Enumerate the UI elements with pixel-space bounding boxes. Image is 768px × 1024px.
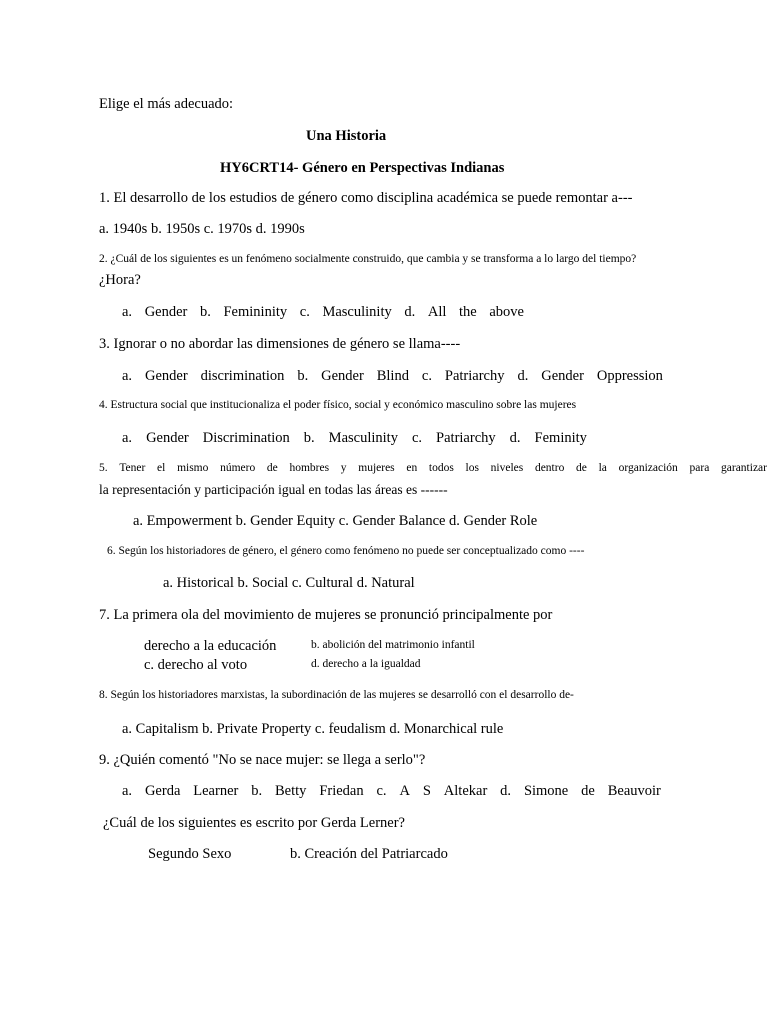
- question-4: 4. Estructura social que institucionaliza el poder físico, social y económico masculino sobre las mujeres: [99, 399, 577, 411]
- question-2-continued: ¿Hora?: [99, 272, 141, 288]
- document-subtitle: HY6CRT14- Género en Perspectivas Indianas: [220, 160, 505, 176]
- question-6: 6. Según los historiadores de género, el género como fenómeno no puede ser conceptualizado como ----: [107, 545, 585, 557]
- question-4-options: a. Gender Discrimination b. Masculinity c. Patriarchy d. Feminity: [122, 430, 587, 446]
- question-3: 3. Ignorar o no abordar las dimensiones de género se llama----: [99, 336, 461, 352]
- question-9-options: a. Gerda Learner b. Betty Friedan c. A S Altekar d. Simone de Beauvoir: [122, 783, 661, 799]
- question-3-options: a. Gender discrimination b. Gender Blind c. Patriarchy d. Gender Oppression: [122, 368, 663, 384]
- question-7: 7. La primera ola del movimiento de mujeres se pronunció principalmente por: [99, 607, 553, 623]
- question-5-continued: la representación y participación igual en todas las áreas es ------: [99, 482, 448, 497]
- instruction-text: Elige el más adecuado:: [99, 96, 234, 112]
- question-2: 2. ¿Cuál de los siguientes es un fenómeno socialmente construido, que cambia y se transforma a lo largo del tiempo?: [99, 253, 637, 265]
- question-10: ¿Cuál de los siguientes es escrito por Gerda Lerner?: [103, 815, 405, 831]
- question-6-options: a. Historical b. Social c. Cultural d. Natural: [163, 575, 415, 591]
- question-7-option-a: derecho a la educación: [144, 638, 277, 654]
- question-10-option-b: b. Creación del Patriarcado: [290, 846, 448, 862]
- question-7-option-d: d. derecho a la igualdad: [311, 658, 421, 670]
- question-7-option-b: b. abolición del matrimonio infantil: [311, 639, 475, 651]
- question-8-options: a. Capitalism b. Private Property c. feudalism d. Monarchical rule: [122, 721, 504, 737]
- question-7-option-c: c. derecho al voto: [144, 657, 248, 673]
- question-5: 5. Tener el mismo número de hombres y mujeres en todos los niveles dentro de la organización para garantizar: [99, 462, 767, 474]
- document-title: Una Historia: [306, 128, 387, 144]
- question-1-options: a. 1940s b. 1950s c. 1970s d. 1990s: [99, 221, 305, 237]
- question-9: 9. ¿Quién comentó "No se nace mujer: se llega a serlo"?: [99, 752, 426, 768]
- question-5-options: a. Empowerment b. Gender Equity c. Gender Balance d. Gender Role: [133, 513, 538, 529]
- question-1: 1. El desarrollo de los estudios de género como disciplina académica se puede remontar a---: [99, 190, 633, 206]
- question-8: 8. Según los historiadores marxistas, la subordinación de las mujeres se desarrolló con el desarrollo de-: [99, 689, 574, 701]
- question-2-options: a. Gender b. Femininity c. Masculinity d. All the above: [122, 304, 524, 320]
- question-10-option-a: Segundo Sexo: [148, 846, 232, 862]
